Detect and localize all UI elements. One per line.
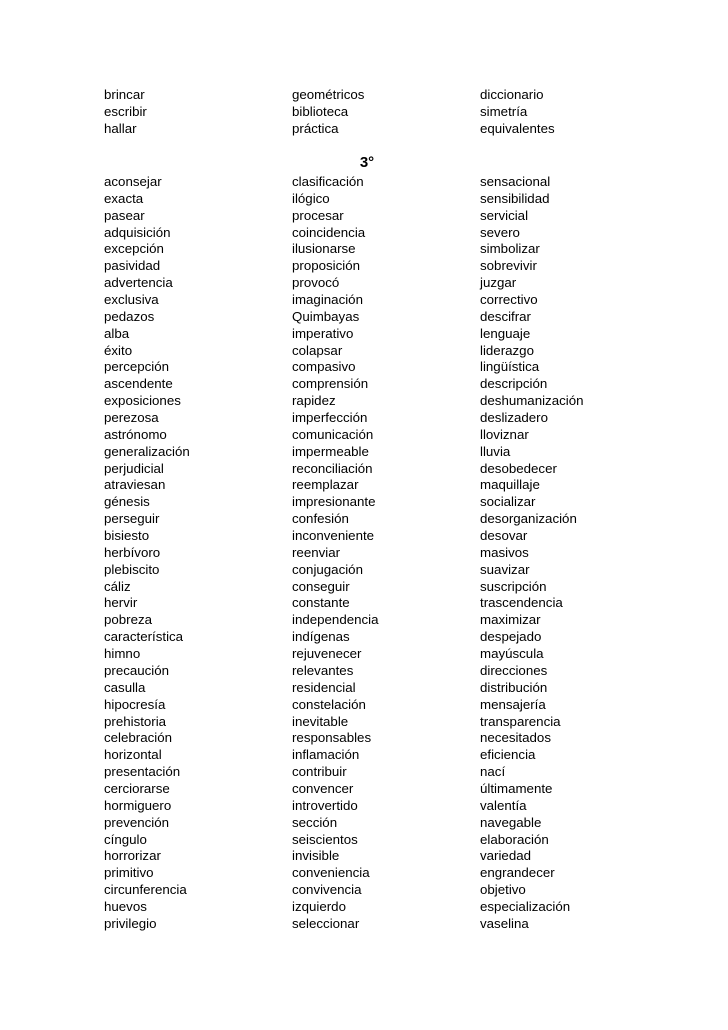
word-cell: necesitados [480,730,551,746]
word-cell: rapidez [292,393,336,409]
word-cell: constelación [292,696,366,712]
word-cell: inconveniente [292,528,375,544]
word-cell: alba [104,325,130,341]
word-cell: hallar [104,120,137,136]
word-row [104,882,624,899]
word-cell: conseguir [292,578,350,594]
word-cell: conjugación [292,561,363,577]
word-row [104,764,624,781]
word-cell: inevitable [292,713,349,729]
word-cell: variedad [480,848,532,864]
word-cell: cáliz [104,578,131,594]
word-cell: reemplazar [292,477,359,493]
word-cell: herbívoro [104,544,161,560]
word-cell: perjudicial [104,460,164,476]
word-cell: presentación [104,764,181,780]
word-cell: deshumanización [480,393,584,409]
word-cell: especialización [480,898,571,914]
word-row [104,730,624,747]
word-cell: equivalentes [480,120,555,136]
word-cell: éxito [104,342,133,358]
word-cell: confesión [292,511,349,527]
word-cell: socializar [480,494,536,510]
word-row [104,343,624,360]
word-row [104,104,624,121]
word-row [104,208,624,225]
word-cell: relevantes [292,662,354,678]
word-cell: sobrevivir [480,258,537,274]
word-row [104,309,624,326]
grade-3-word-list [104,174,624,933]
word-cell: sensacional [480,174,551,189]
word-cell: residencial [292,679,356,695]
word-cell: hipocresía [104,696,166,712]
word-row [104,359,624,376]
word-cell: excepción [104,241,164,257]
word-cell: himno [104,646,141,662]
word-row [104,579,624,596]
word-cell: simbolizar [480,241,540,257]
word-cell: constante [292,595,350,611]
word-cell: descripción [480,376,548,392]
word-cell: ilusionarse [292,241,356,257]
word-cell: últimamente [480,780,553,796]
word-cell: plebiscito [104,561,160,577]
word-row [104,747,624,764]
word-cell: brincar [104,87,145,102]
word-cell: comunicación [292,426,374,442]
word-cell: perseguir [104,511,160,527]
word-row [104,121,624,138]
word-cell: ascendente [104,376,173,392]
word-cell: aconsejar [104,174,162,189]
word-cell: indígenas [292,629,350,645]
word-cell: advertencia [104,275,173,291]
word-cell: característica [104,629,184,645]
word-row [104,326,624,343]
grade-heading: 3° [359,154,375,171]
word-cell: engrandecer [480,865,555,881]
word-cell: seiscientos [292,831,358,847]
word-cell: generalización [104,443,190,459]
word-cell: cíngulo [104,831,147,847]
word-cell: conveniencia [292,865,370,881]
word-cell: lluvia [480,443,511,459]
word-row [104,292,624,309]
word-cell: desobedecer [480,460,557,476]
word-row [104,916,624,933]
word-cell: adquisición [104,224,171,240]
word-cell: exposiciones [104,393,181,409]
word-cell: práctica [292,120,339,136]
word-cell: imaginación [292,292,363,308]
word-cell: mensajería [480,696,546,712]
top-word-list [104,87,624,138]
word-row [104,511,624,528]
word-cell: contribuir [292,764,347,780]
word-row [104,848,624,865]
word-cell: trascendencia [480,595,563,611]
word-cell: nací [480,764,506,780]
word-cell: comprensión [292,376,369,392]
word-row [104,174,624,191]
word-row [104,595,624,612]
word-cell: seleccionar [292,915,360,931]
word-cell: distribución [480,679,548,695]
word-cell: impresionante [292,494,376,510]
word-cell: clasificación [292,174,364,189]
word-cell: sección [292,814,338,830]
word-cell: elaboración [480,831,549,847]
word-cell: introvertido [292,797,358,813]
word-row [104,275,624,292]
word-cell: imperfección [292,410,368,426]
word-cell: celebración [104,730,173,746]
word-cell: diccionario [480,87,544,102]
word-row [104,798,624,815]
word-cell: independencia [292,612,379,628]
word-row [104,646,624,663]
word-cell: astrónomo [104,426,167,442]
word-cell: huevos [104,898,147,914]
word-row [104,258,624,275]
word-cell: horrorizar [104,848,161,864]
word-cell: escribir [104,103,147,119]
word-row [104,680,624,697]
word-cell: responsables [292,730,372,746]
word-cell: lingüística [480,359,540,375]
word-row [104,461,624,478]
word-cell: exacta [104,190,144,206]
word-cell: pedazos [104,308,155,324]
word-cell: mayúscula [480,646,544,662]
word-cell: prevención [104,814,170,830]
word-cell: privilegio [104,915,157,931]
word-cell: rejuvenecer [292,646,362,662]
word-cell: pasividad [104,258,161,274]
word-cell: perezosa [104,410,159,426]
word-cell: geométricos [292,87,365,102]
word-cell: circunferencia [104,882,187,898]
word-cell: transparencia [480,713,561,729]
word-cell: primitivo [104,865,154,881]
word-cell: reconciliación [292,460,373,476]
word-cell: hormiguero [104,797,172,813]
word-cell: suscripción [480,578,547,594]
word-cell: cerciorarse [104,780,170,796]
word-cell: desorganización [480,511,577,527]
word-cell: masivos [480,544,529,560]
word-cell: invisible [292,848,340,864]
word-cell: génesis [104,494,150,510]
word-row [104,241,624,258]
word-cell: izquierdo [292,898,346,914]
word-cell: desovar [480,528,528,544]
word-cell: maquillaje [480,477,540,493]
word-row [104,393,624,410]
word-cell: maximizar [480,612,541,628]
word-cell: eficiencia [480,747,536,763]
word-cell: provocó [292,275,340,291]
word-cell: hervir [104,595,138,611]
word-row [104,528,624,545]
word-cell: descifrar [480,308,531,324]
word-row [104,815,624,832]
word-cell: atraviesan [104,477,166,493]
word-cell: compasivo [292,359,356,375]
word-row [104,697,624,714]
word-row [104,410,624,427]
word-cell: ilógico [292,190,330,206]
word-row [104,225,624,242]
word-row [104,376,624,393]
word-cell: correctivo [480,292,538,308]
word-row [104,494,624,511]
word-row [104,629,624,646]
word-cell: lenguaje [480,325,531,341]
word-row [104,832,624,849]
word-row [104,87,624,104]
word-row [104,191,624,208]
word-cell: vaselina [480,915,529,931]
word-cell: horizontal [104,747,162,763]
word-cell: imperativo [292,325,354,341]
word-row [104,899,624,916]
word-cell: valentía [480,797,527,813]
word-cell: Quimbayas [292,308,360,324]
word-cell: procesar [292,207,344,223]
word-cell: suavizar [480,561,530,577]
word-cell: casulla [104,679,146,695]
word-row [104,714,624,731]
word-cell: convencer [292,780,354,796]
word-cell: coincidencia [292,224,366,240]
word-cell: despejado [480,629,542,645]
word-cell: convivencia [292,882,362,898]
word-cell: precaución [104,662,170,678]
word-row [104,612,624,629]
word-row [104,663,624,680]
word-cell: juzgar [480,275,517,291]
word-cell: direcciones [480,662,548,678]
word-cell: biblioteca [292,103,349,119]
word-cell: inflamación [292,747,360,763]
word-row [104,562,624,579]
word-cell: bisiesto [104,528,150,544]
word-cell: navegable [480,814,542,830]
word-cell: percepción [104,359,170,375]
word-row [104,477,624,494]
word-cell: pasear [104,207,145,223]
word-row [104,545,624,562]
word-cell: simetría [480,103,528,119]
word-cell: colapsar [292,342,343,358]
word-row [104,865,624,882]
word-cell: reenviar [292,544,341,560]
word-cell: proposición [292,258,361,274]
word-cell: lloviznar [480,426,529,442]
word-cell: prehistoria [104,713,167,729]
word-cell: severo [480,224,520,240]
word-row [104,444,624,461]
word-cell: deslizadero [480,410,549,426]
word-row [104,781,624,798]
word-cell: pobreza [104,612,153,628]
word-row [104,427,624,444]
word-cell: sensibilidad [480,190,550,206]
word-cell: servicial [480,207,529,223]
word-cell: impermeable [292,443,369,459]
word-cell: exclusiva [104,292,159,308]
word-cell: liderazgo [480,342,534,358]
word-cell: objetivo [480,882,526,898]
